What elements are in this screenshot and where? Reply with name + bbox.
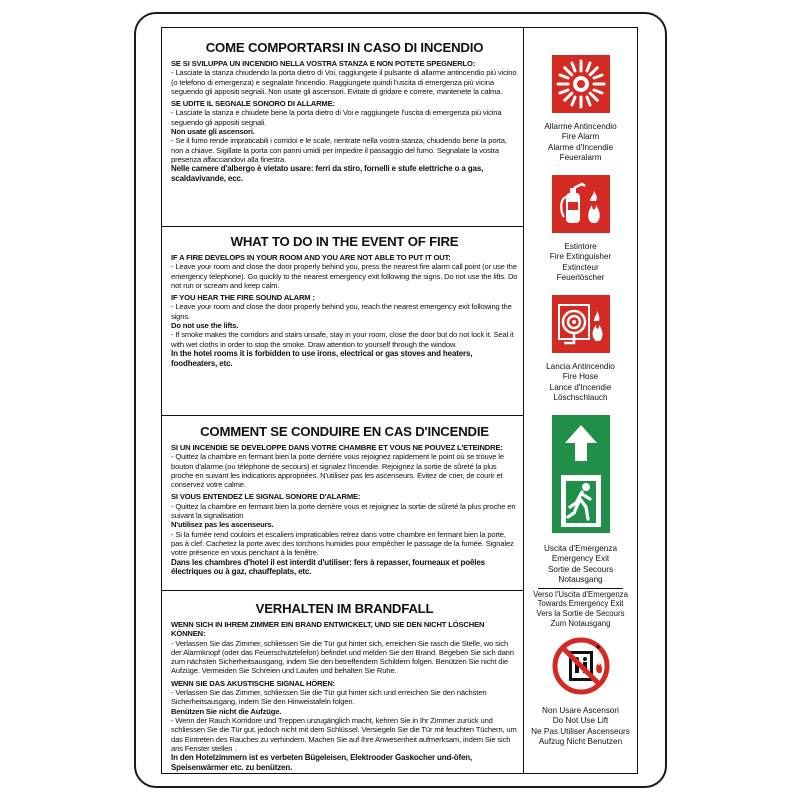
section-warning: Benützen Sie nicht die Aufzüge. bbox=[171, 706, 282, 716]
section-prohibition: Dans les chambres d'hotel il est interdit d'utiliser: fers à repasser, fourneaux et poêles électriques ou à gaz, chauffeplats, etc. bbox=[171, 557, 485, 577]
fire-extinguisher-icon bbox=[552, 175, 610, 233]
section-paragraph: - Lasciate la stanza chiudendo la porta dietro di Voi, raggiungete il pulsante di allarme antincendio più vicino (o telefono di emergenza) e segnalate l'incendio. Raggiungete quindi l'uscita di emergenza più vicina seguendo gli appositi segnali. Non usate gli ascensori. Evitate di gridare e correre, mantenete la calma. bbox=[171, 68, 517, 96]
section-paragraph: - Verlassen Sie das Zimmer, schliessen Sie die Tür gut hinter sich, erreichen Sie rasch die Stelle, wo sich der Alarmknopf (oder das Feuerschutztelefon) befindet und melden Sie den Brand. Begeben Sie sich dann zum nächsten Sicherheitsausgang, indem Sie den betreffendem Schildern folgen. Benützen Sie nicht die Aufzüge. Vermeiden Sie Schreien und Laufen und behalten Sie Ruhe. bbox=[171, 638, 514, 676]
fire-hose-icon bbox=[552, 295, 610, 353]
symbol-label: Uscita d'Emergenza bbox=[543, 544, 617, 553]
section-heading: SE UDITE IL SEGNALE SONORO DI ALLARME: bbox=[171, 99, 335, 109]
symbol-label: Ne Pas Utiliser Ascenseurs bbox=[531, 726, 630, 736]
section-prohibition: In the hotel rooms it is forbidden to use irons, electrical or gas stoves and heaters, foodheaters, etc. bbox=[171, 348, 473, 368]
section-warning: Do not use the lifts. bbox=[171, 321, 239, 331]
symbol-label: Towards Emergency Exit bbox=[537, 599, 624, 609]
section-paragraph: - Si la fumée rend couloirs et escaliers impraticables retrez dans votre chambre en fermant bien la porte, pas à clef. Cachetez la porte avec des torchons humides pour empêcher le passage de la fumée. Signalez votre présence en vous penchant à la fenêtre. bbox=[171, 529, 514, 558]
symbol-label: Feuerlöscher bbox=[556, 273, 605, 283]
symbols-column bbox=[523, 27, 638, 774]
symbol-label: Allarme Antincendio bbox=[544, 122, 617, 131]
symbol-label: Zum Notausgang bbox=[550, 619, 611, 629]
symbol-fire-extinguisher bbox=[524, 175, 637, 284]
no-lift-icon bbox=[552, 637, 610, 695]
symbol-label: Non Usare Ascensori bbox=[542, 706, 619, 715]
section-prohibition: Nelle camere d'albergo è vietato usare: ferri da stiro, fornelli e stufe elettriche o a gas, scaldavivande, ecc. bbox=[171, 164, 484, 184]
symbol-label: Aufzug Nicht Benutzen bbox=[538, 737, 623, 747]
symbol-emergency-exit bbox=[524, 415, 637, 629]
symbol-label: Sortie de Secours bbox=[547, 564, 614, 574]
section-heading: WENN SIE DAS AKUSTISCHE SIGNAL HÖREN: bbox=[171, 678, 336, 688]
symbol-label: Emergency Exit bbox=[551, 554, 610, 564]
symbol-no-lift bbox=[524, 637, 637, 748]
section-prohibition: In den Hotelzimmern ist es verbeten Bügeleisen, Elektrooder Gaskocher und-öfen, Speisenwärmer etc. zu benützen. bbox=[171, 753, 473, 772]
symbol-label: Fire Extinguisher bbox=[549, 252, 612, 262]
symbol-label: Extincteur bbox=[562, 262, 599, 272]
symbol-label: Verso l'Uscita d'Emergenza bbox=[533, 589, 628, 599]
symbol-label: Estintore bbox=[564, 242, 597, 251]
section-paragraph: - Lasciate la stanza e chiudete bene la porta dietro di Voi e raggiungete l'uscita di emergenza più vicina seguendo gli appositi segnali. bbox=[171, 108, 502, 127]
section-warning: N'utilisez pas les ascenseurs. bbox=[171, 520, 274, 530]
symbol-label: Löschschlauch bbox=[553, 393, 608, 403]
section-paragraph: - Wenn der Rauch Korridore und Treppen unzugänglich macht, kehren Sie in Ihr Zimmer zurück und schliessen Sie die Tür gut, jedoch nicht mit dem Schlüssel. Versiegeln Sie die Tür mit feuchten Tüchern, um das Eintreten des Rauches zu verhindern. Machen Sie auf Ihre Anwesenheit aufmerksam, indem Sie sich ans Fenster stellen . bbox=[171, 715, 517, 753]
section-heading: IF YOU HEAR THE FIRE SOUND ALARM : bbox=[171, 293, 315, 303]
symbol-label: Vers la Sortie de Secours bbox=[536, 609, 625, 619]
emergency-exit-icon bbox=[552, 415, 610, 533]
section-german bbox=[161, 590, 524, 774]
section-paragraph: - If smoke makes the corridors and stairs unsafe, stay in your room, close the door but do not lock it. Seal it with wet cloths in order to stop the smoke. Draw attention to yourself through the window. bbox=[171, 330, 514, 349]
symbol-label: Notausgang bbox=[558, 575, 603, 585]
section-english bbox=[161, 226, 524, 415]
section-title: COME COMPORTARSI IN CASO DI INCENDIO bbox=[205, 40, 484, 55]
section-paragraph: - Leave your room and close the door properly behind you, reach the nearest emergency exit following the signs. bbox=[171, 302, 512, 321]
section-french bbox=[161, 415, 524, 590]
section-paragraph: - Se il fumo rende impraticabili i corridoi e le scale, rientrate nella vostra stanza, chiudendo bene la porta, non a chiave. Sigillate la porta con panni umidi per impedire il passaggio del fumo. Segnalate la vostra presenza affacciandovi alla finestra. bbox=[171, 136, 507, 164]
section-heading: SI UN INCENDIE SE DEVELOPPE DANS VOTRE CHAMBRE ET VOUS NE POUVEZ L'ETEINDRE: bbox=[171, 443, 503, 452]
fire-alarm-icon bbox=[552, 55, 610, 113]
symbol-label: Lancia Antincendio bbox=[546, 362, 615, 371]
section-heading: WENN SICH IN IHREM ZIMMER EIN BRAND ENTWICKELT, UND SIE DEN NICHT LÖSCHEN KÖNNEN: bbox=[171, 620, 485, 639]
symbol-fire-alarm bbox=[524, 55, 637, 164]
section-title: WHAT TO DO IN THE EVENT OF FIRE bbox=[230, 234, 459, 249]
section-paragraph: - Verlassen Sie das Zimmer, schliessen Sie die Tür gut hinter sich und erreichen Sie den nächsten Sicherheitsausgang, indem Sie den Hinweistafeln folgen. bbox=[171, 688, 487, 707]
section-title: VERHALTEN IM BRANDFALL bbox=[255, 601, 434, 616]
instructions-column bbox=[161, 27, 524, 774]
section-title: COMMENT SE CONDUIRE EN CAS D'INCENDIE bbox=[200, 424, 489, 439]
symbol-label: Do Not Use Lift bbox=[552, 716, 609, 726]
divider bbox=[538, 588, 623, 589]
symbol-label: Lance d'Incendie bbox=[549, 382, 612, 392]
section-heading: SI VOUS ENTENDEZ LE SIGNAL SONORE D'ALARME: bbox=[171, 492, 361, 502]
symbol-label: Alarme d'Incendie bbox=[547, 142, 614, 152]
symbol-fire-hose bbox=[524, 295, 637, 404]
section-warning: Non usate gli ascensori. bbox=[171, 127, 255, 137]
symbol-label: Fire Hose bbox=[562, 372, 599, 382]
section-paragraph: - Quittez la chambre en fermant bien la porte derrière vous rejoignez rapidement le point où se trouve le bouton d'alarme (ou téléphone de secours) et signalez l'incendie. Rejoignez la sortie de sûreté la plus proche en suivant les indications appropriées. N'utilisez pas les ascenseurs. Evitez de crier, de courir et conservez votre calme. bbox=[171, 452, 504, 490]
section-paragraph: - Quittez la chambre en fermant bien la porte derrière vous et rejoignez la sortie de sûreté la plus proche en suivant la signalisation bbox=[171, 501, 516, 521]
section-italian bbox=[161, 27, 524, 226]
section-heading: IF A FIRE DEVELOPS IN YOUR ROOM AND YOU ARE NOT ABLE TO PUT IT OUT: bbox=[171, 253, 451, 262]
section-paragraph: - Leave your room and close the door properly behind you, press the nearest fire alarm call point (or use the emergency telephone). Go quickly to the nearest emergency exit following the signs. Do not use the lifts. Do not run or scream and keep calm. bbox=[171, 262, 518, 290]
section-heading: SE SI SVILUPPA UN INCENDIO NELLA VOSTRA STANZA E NON POTETE SPEGNERLO: bbox=[171, 59, 476, 68]
symbol-label: Fire Alarm bbox=[561, 132, 600, 142]
symbol-label: Feueralarm bbox=[559, 153, 602, 163]
